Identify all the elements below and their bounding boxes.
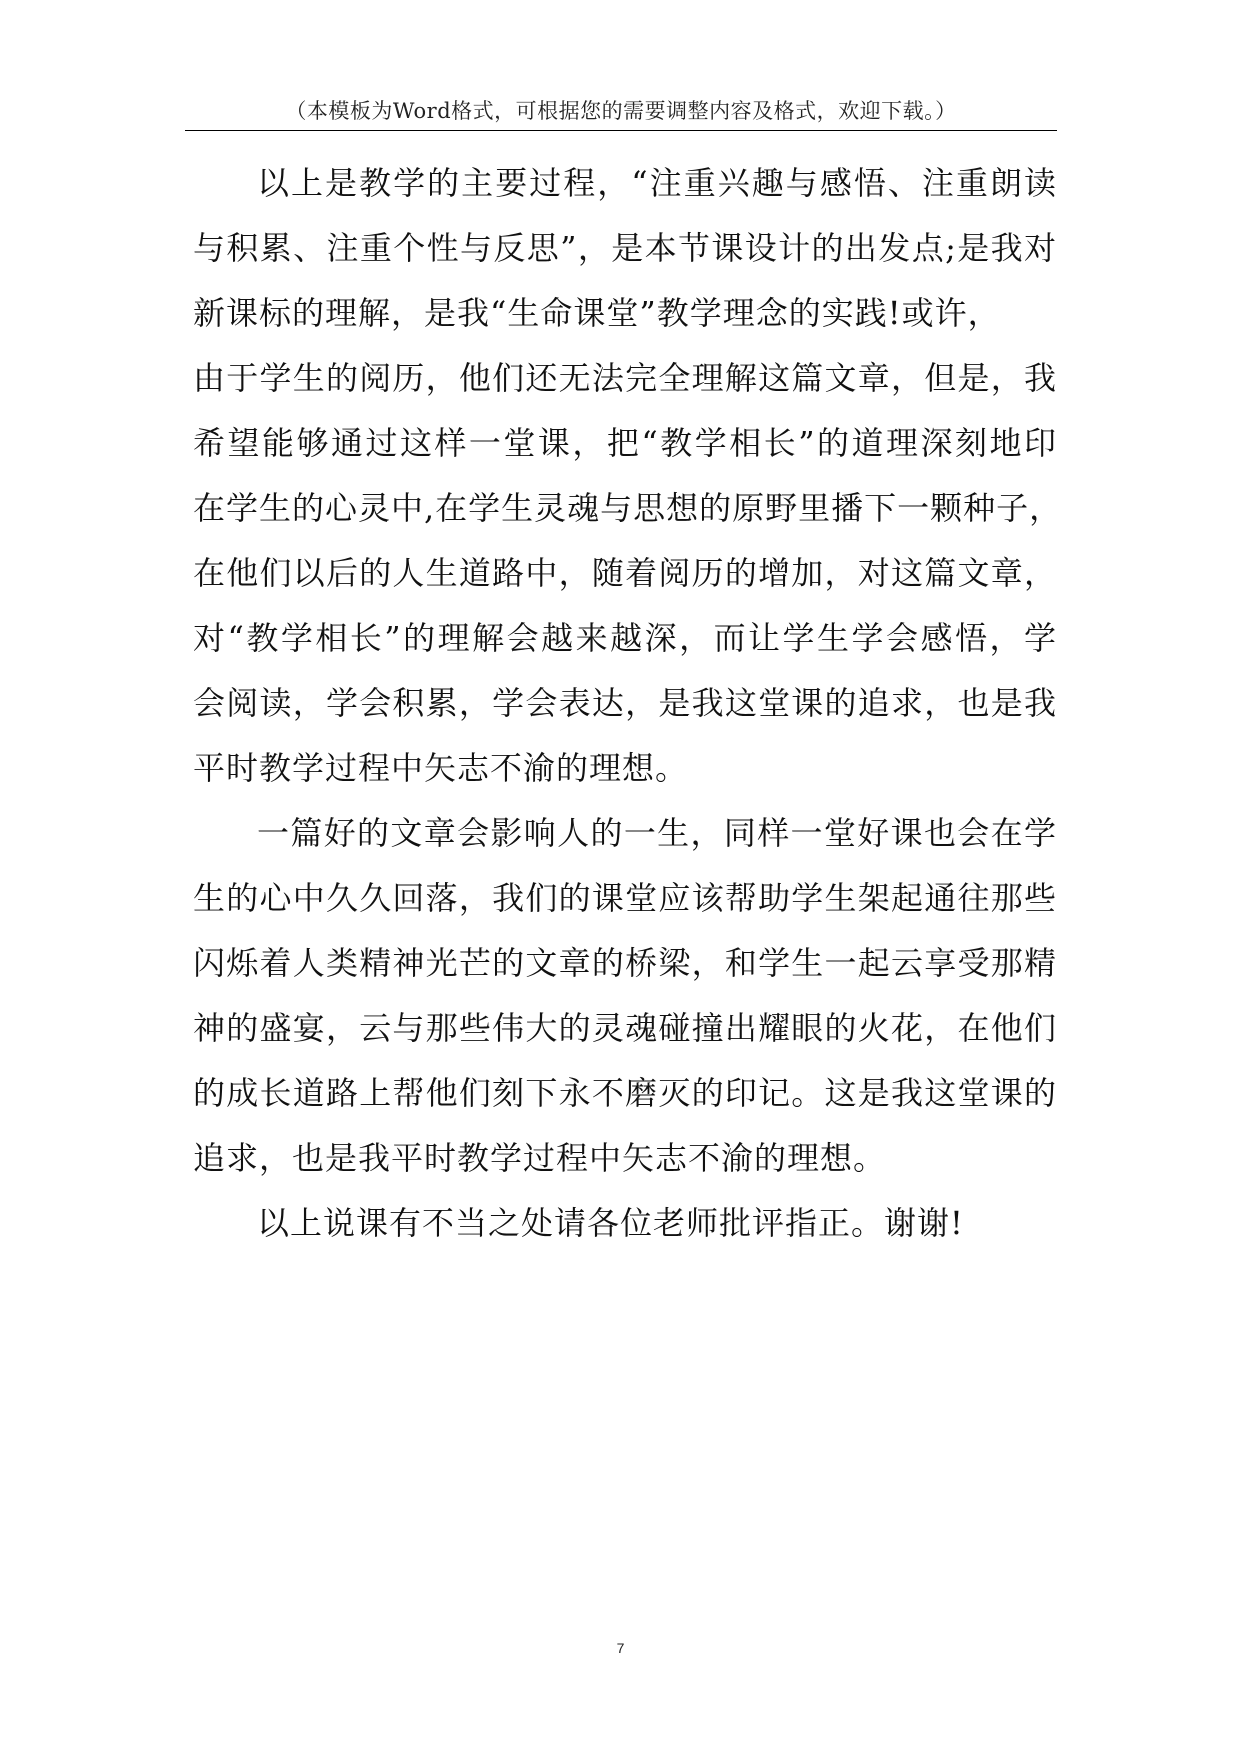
paragraph-line: 的成长道路上帮他们刻下永不磨灭的印记。这是我这堂课的 bbox=[193, 1074, 1057, 1112]
paragraph-line: 对“教学相长”的理解会越来越深，而让学生学会感悟，学 bbox=[193, 619, 1057, 657]
paragraph-line: 以上是教学的主要过程，“注重兴趣与感悟、注重朗读 bbox=[257, 164, 1057, 202]
page-number: 7 bbox=[616, 1640, 625, 1656]
paragraph-line: 与积累、注重个性与反思”，是本节课设计的出发点;是我对 bbox=[193, 229, 1057, 267]
paragraph-line: 一篇好的文章会影响人的一生，同样一堂好课也会在学 bbox=[257, 814, 1057, 852]
header-divider bbox=[185, 130, 1057, 131]
document-body bbox=[193, 151, 1063, 1256]
paragraph-line: 在他们以后的人生道路中，随着阅历的增加，对这篇文章， bbox=[193, 554, 1057, 592]
paragraph-line: 闪烁着人类精神光芒的文章的桥梁，和学生一起云享受那精 bbox=[193, 944, 1057, 982]
paragraph-line: 会阅读，学会积累，学会表达，是我这堂课的追求，也是我 bbox=[193, 684, 1057, 722]
paragraph-line: 在学生的心灵中,在学生灵魂与思想的原野里播下一颗种子， bbox=[193, 489, 1063, 527]
document-header-note: （本模板为Word格式，可根据您的需要调整内容及格式，欢迎下载。） bbox=[285, 99, 957, 123]
paragraph-line: 平时教学过程中矢志不渝的理想。 bbox=[193, 749, 689, 787]
paragraph-line: 生的心中久久回落，我们的课堂应该帮助学生架起通往那些 bbox=[193, 879, 1057, 917]
paragraph-line: 以上说课有不当之处请各位老师批评指正。谢谢! bbox=[257, 1204, 964, 1242]
paragraph-line: 神的盛宴，云与那些伟大的灵魂碰撞出耀眼的火花，在他们 bbox=[193, 1009, 1057, 1047]
paragraph-line: 希望能够通过这样一堂课，把“教学相长”的道理深刻地印 bbox=[193, 424, 1057, 462]
paragraph-line: 追求，也是我平时教学过程中矢志不渝的理想。 bbox=[193, 1139, 887, 1177]
paragraph-line: 由于学生的阅历，他们还无法完全理解这篇文章，但是，我 bbox=[193, 359, 1057, 397]
paragraph-line: 新课标的理解，是我“生命课堂”教学理念的实践!或许， bbox=[193, 294, 1001, 332]
